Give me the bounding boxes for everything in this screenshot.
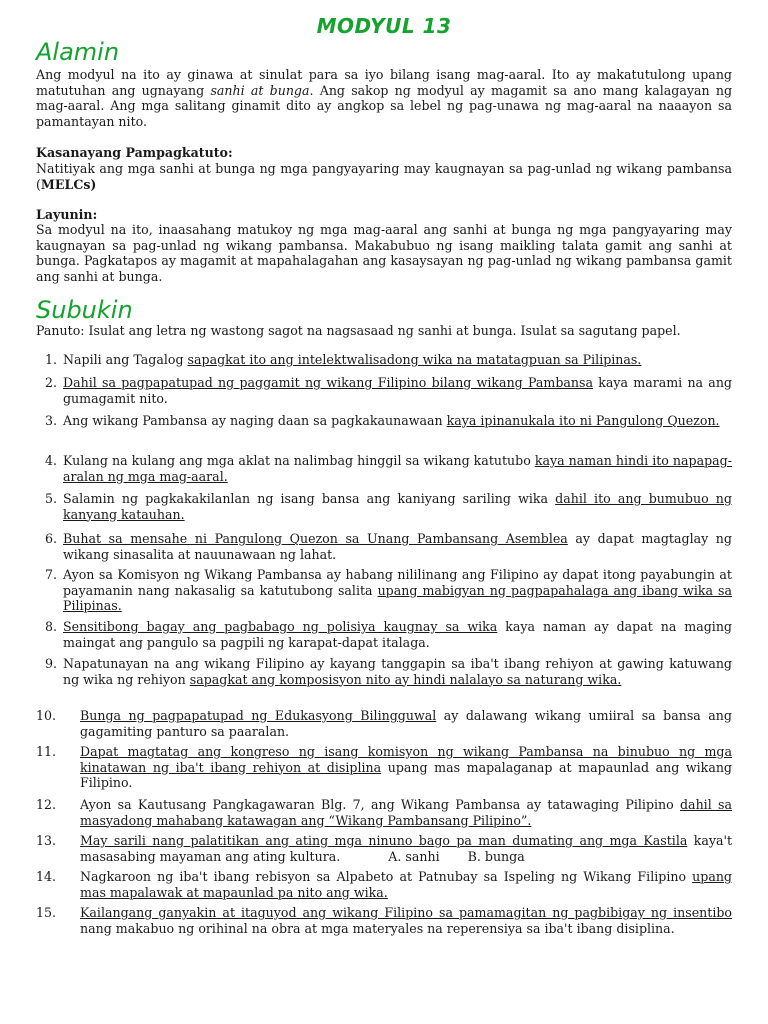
question-item: [36, 656, 732, 687]
question-text: [63, 413, 732, 429]
module-title: MODYUL 13: [316, 14, 452, 38]
underlined-clause: Buhat sa mensahe ni Pangulong Quezon sa Unang Pambansang Asemblea: [63, 531, 568, 546]
question-text: [80, 797, 732, 828]
alamin-intro-emphasis: sanhi at bunga: [210, 82, 310, 98]
question-text: [80, 905, 732, 936]
question-number: 15.: [36, 905, 57, 920]
question-item: [36, 619, 732, 650]
layunin-text: Sa modyul na ito, inaasahang matukoy ng mga mag-aaral ang sanhi at bunga ng mga pangyayaring may kaugnayan sa pag-unlad ng wikang pambansa. Makabubuo ng isang maikling talata gamit ang sanhi at bunga. Pagkatapos ay magamit at mapahalagahan ang kasaysayan ng pag-unlad ng wikang pambansa gamit ang sanhi at bunga.: [36, 222, 732, 284]
question-clause: Ayon sa Kautusang Pangkagawaran Blg. 7, ang Wikang Pambansa ay tatawaging Pilipino: [80, 797, 680, 812]
question-text: [63, 453, 732, 484]
question-text: [63, 619, 732, 650]
question-clause: kaya naman ay dapat na maging maingat ang pangulo sa pagpili ng karapat-dapat italaga.: [63, 619, 732, 650]
underlined-clause: sapagkat ito ang intelektwalisadong wika na matatagpuan sa Pilipinas.: [187, 352, 642, 367]
question-item: [36, 833, 732, 864]
question-clause: nang makabuo ng orihinal na obra at mga materyales na reperensiya sa iba't ibang disiplina.: [80, 920, 675, 936]
question-text: [63, 491, 732, 522]
kasanayan-text: [36, 161, 732, 192]
question-item: [36, 352, 732, 368]
underlined-clause: Sensitibong bagay ang pagbabago ng polisiya kaugnay sa wika: [63, 619, 498, 634]
question-clause: Salamin ng pagkakakilanlan ng isang bansa ang kaniyang sariling wika: [63, 491, 556, 506]
alamin-heading: Alamin: [36, 38, 120, 66]
underlined-clause: sapagkat ang komposisyon nito ay hindi nalalayo sa naturang wika.: [189, 671, 622, 687]
underlined-clause: Kailangang ganyakin at itaguyod ang wikang Filipino sa pamamagitan ng pagbibigay ng insentibo: [80, 905, 732, 920]
underlined-clause: upang mabigyan ng pagpapahalaga ang ibang wika sa Pilipinas.: [63, 582, 732, 614]
alamin-intro-part1: Ang modyul na ito ay ginawa at sinulat para sa iyo bilang isang mag-aaral. Ito ay makatutulong upang matutuhan ang ugnayang: [36, 67, 732, 98]
question-number: 1.: [44, 352, 57, 367]
question-number: 9.: [44, 656, 57, 671]
question-clause: kaya marami na ang gumagamit nito.: [63, 375, 732, 406]
question-clause: Nagkaroon ng iba't ibang rebisyon sa Alpabeto at Patnubay sa Ispeling ng Wikang Filipino: [80, 869, 693, 884]
question-clause: ay dapat magtaglay ng wikang sinasalita at nauunawaan ng lahat.: [63, 531, 732, 562]
subukin-heading: Subukin: [36, 296, 133, 324]
question-number: 2.: [44, 375, 57, 390]
question-item: [36, 531, 732, 562]
question-item: [36, 797, 732, 828]
question-number: 6.: [44, 531, 57, 546]
alamin-intro-part2: . Ang sakop ng modyul ay magamit sa ano mang kalagayan ng mag-aaral. Ang mga salitang ginamit dito ay angkop sa lebel ng pag-unawa ng mag-aaral na naaayon sa pamantayan nito.: [36, 82, 732, 129]
question-text: [80, 708, 732, 739]
question-item: [36, 453, 732, 484]
underlined-clause: May sarili nang palatitikan ang ating mga ninuno bago pa man dumating ang mga Kastila: [80, 833, 688, 848]
question-clause: Napili ang Tagalog: [63, 352, 188, 367]
question-number: 12.: [36, 797, 57, 812]
question-clause: ay dalawang wikang umiiral sa bansa ang gagamiting panturo sa paaralan.: [80, 708, 732, 739]
question-item: [36, 491, 732, 522]
question-clause: kaya't masasabing mayaman ang ating kultura.: [80, 833, 733, 864]
question-number: 13.: [36, 833, 57, 848]
kasanayan-melcs: MELCs): [40, 176, 97, 192]
underlined-clause: Dahil sa pagpapatupad ng paggamit ng wikang Filipino bilang wikang Pambansa: [63, 375, 593, 390]
question-text: [63, 375, 732, 406]
question-item: [36, 413, 732, 429]
question-clause: Napatunayan na ang wikang Filipino ay kayang tanggapin sa iba't ibang rehiyon at gawing katuwang ng wika ng rehiyon: [63, 656, 732, 687]
underlined-clause: Bunga ng pagpapatupad ng Edukasyong Bilingguwal: [80, 708, 437, 723]
underlined-clause: Dapat magtatag ang kongreso ng isang komisyon ng wikang Pambansa na binubuo ng mga kinatawan ng iba't ibang rehiyon at disiplina: [80, 744, 732, 775]
question-clause: Ang wikang Pambansa ay naging daan sa pagkakaunawaan: [63, 413, 447, 428]
question-text: [80, 744, 732, 791]
question-number: 4.: [44, 453, 57, 468]
question-text: [63, 567, 732, 614]
question-text: [80, 833, 732, 864]
question-item: [36, 567, 732, 614]
question-item: [36, 905, 732, 936]
answer-choices: A. sanhi B. bunga: [340, 848, 525, 864]
question-text: [80, 869, 732, 900]
question-number: 3.: [44, 413, 57, 428]
question-item: [36, 375, 732, 406]
underlined-clause: kaya ipinanukala ito ni Pangulong Quezon.: [446, 413, 720, 428]
kasanayan-label: Kasanayang Pampagkatuto:: [36, 145, 233, 160]
question-item: [36, 869, 732, 900]
question-text: [63, 656, 732, 687]
question-clause: Ayon sa Komisyon ng Wikang Pambansa ay habang nililinang ang Filipino ay dapat itong payabungin at payamanin nang nakasalig sa katutubong salita: [63, 567, 732, 598]
underlined-clause: dahil sa masyadong mahabang katawagan ang “Wikang Pambansang Pilipino”.: [80, 797, 732, 828]
kasanayan-body: Natitiyak ang mga sanhi at bunga ng mga pangyayaring may kaugnayan sa pag-unlad ng wikang pambansa (: [36, 161, 732, 192]
question-number: 11.: [36, 744, 57, 759]
underlined-clause: kaya naman hindi ito napapag-aralan ng mga mag-aaral.: [63, 453, 732, 484]
question-clause: Kulang na kulang ang mga aklat na nalimbag hinggil sa wikang katutubo: [63, 453, 535, 468]
question-text: [63, 531, 732, 562]
question-number: 5.: [44, 491, 57, 506]
layunin-label: Layunin:: [36, 207, 98, 222]
question-number: 10.: [36, 708, 57, 723]
question-item: [36, 744, 732, 791]
underlined-clause: dahil ito ang bumubuo ng kanyang katauhan.: [63, 491, 732, 522]
question-number: 7.: [44, 567, 57, 582]
panuto-text: Panuto: Isulat ang letra ng wastong sagot na nagsasaad ng sanhi at bunga. Isulat sa sagutang papel.: [36, 323, 681, 338]
question-number: 8.: [44, 619, 57, 634]
question-clause: upang mas mapalaganap at mapaunlad ang wikang Filipino.: [80, 759, 732, 791]
alamin-intro: [36, 67, 732, 129]
question-text: [63, 352, 732, 368]
question-number: 14.: [36, 869, 57, 884]
question-item: [36, 708, 732, 739]
underlined-clause: upang mas mapalawak at mapaunlad pa nito ang wika.: [80, 869, 732, 900]
